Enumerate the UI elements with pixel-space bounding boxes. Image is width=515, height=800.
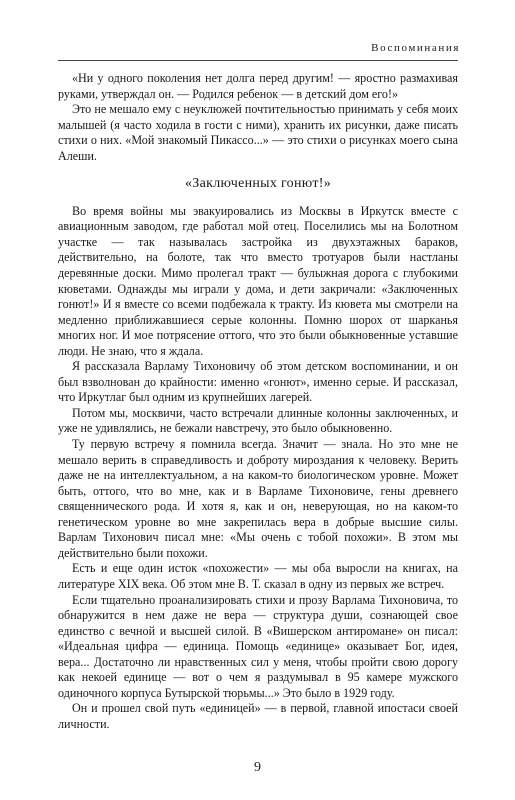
section-spacer	[58, 164, 458, 176]
header-rule	[58, 60, 458, 61]
paragraph: Он и прошел свой путь «единицей» — в первой, главной ипостаси своей личности.	[58, 701, 458, 731]
paragraph: Если тщательно проанализировать стихи и прозу Варлама Тихоновича, то обнаружится в нем даже не вера — структура души, сознающей свое единство с вечной и высшей силой. В «Вишерском антиромане» он писал: «Идеальная цифра — единица. Помощь «единице» оказывает Бог, идея, вера... Достаточно ли нравственных сил у меня, чтобы пройти свою дорогу как некоей единице — вот о чем я раздумывал в 95 камере мужского одиночного корпуса Бутырской тюрьмы...» Это было в 1929 году.	[58, 592, 458, 700]
paragraph: Потом мы, москвичи, часто встречали длинные колонны заключенных, и уже не удивлялись, не бежали навстречу, это было обыкновенно.	[58, 405, 458, 436]
paragraph: «Ни у одного поколения нет долга перед другим! — яростно размахивая руками, утверждал он. — Родился ребенок — в детский дом его!»	[58, 71, 458, 101]
paragraph: Это не мешало ему с неуклюжей почтительностью принимать у себя моих малышей (я часто ходила в гости с ними), хранить их рисунки, даже писать стихи о них. «Мой знакомый Пикассо...» — это стихи о рисунках моего сына Алеши.	[58, 102, 458, 163]
running-head: Воспоминания	[371, 42, 460, 54]
paragraph: Во время войны мы эвакуировались из Москвы в Иркутск вместе с авиационным заводом, где работал мой отец. Поселились мы на Болотном участке — так называлась застройка из двухэтажных бараков, действительно, на болоте, так что вместо тротуаров были настланы деревянные доски. Мимо пролегал тракт — булыжная дорога с глубокими кюветами. Однажды мы играли у дома, и дети закричали: «Заключенных гонют!» И я вместе со всеми подбежала к тракту. Из кювета мы смотрели на медленно приближавшиеся серые колонны. Помню шорох от шарканья многих ног. И мое потрясение оттого, что это были обыкновенные уставшие люди. Не знаю, что я ждала.	[58, 203, 458, 358]
paragraph: Есть и еще один исток «похожести» — мы оба выросли на книгах, на литературе XIX века. Об этом мне В. Т. сказал в одну из первых же встреч.	[58, 561, 458, 591]
paragraph: Ту первую встречу я помнила всегда. Значит — знала. Но это мне не мешало верить в справедливость и доброту мироздания к человеку. Верить даже не на интеллектуальном, а на каком-то биологическом уровне. Может быть, оттого, что во мне, как и в Варламе Тихоновиче, гены древнего священнического рода. И хотя я, как и он, неверующая, но на каком-то генетическом уровне во мне закрепилась вера в добрые высшие силы. Варлам Тихонович писал мне: «Мы очень с тобой похожи». В этом мы действительно были похожи.	[58, 437, 458, 560]
paragraph: Я рассказала Варламу Тихоновичу об этом детском воспоминании, и он был взволнован до крайности: именно «гонют», именно серые. И рассказал, что Иркутлаг был одним из крупнейших лагерей.	[58, 359, 458, 405]
body-text	[58, 71, 458, 732]
section-title: «Заключенных гонют!»	[184, 176, 332, 192]
page-number: 9	[254, 760, 261, 775]
